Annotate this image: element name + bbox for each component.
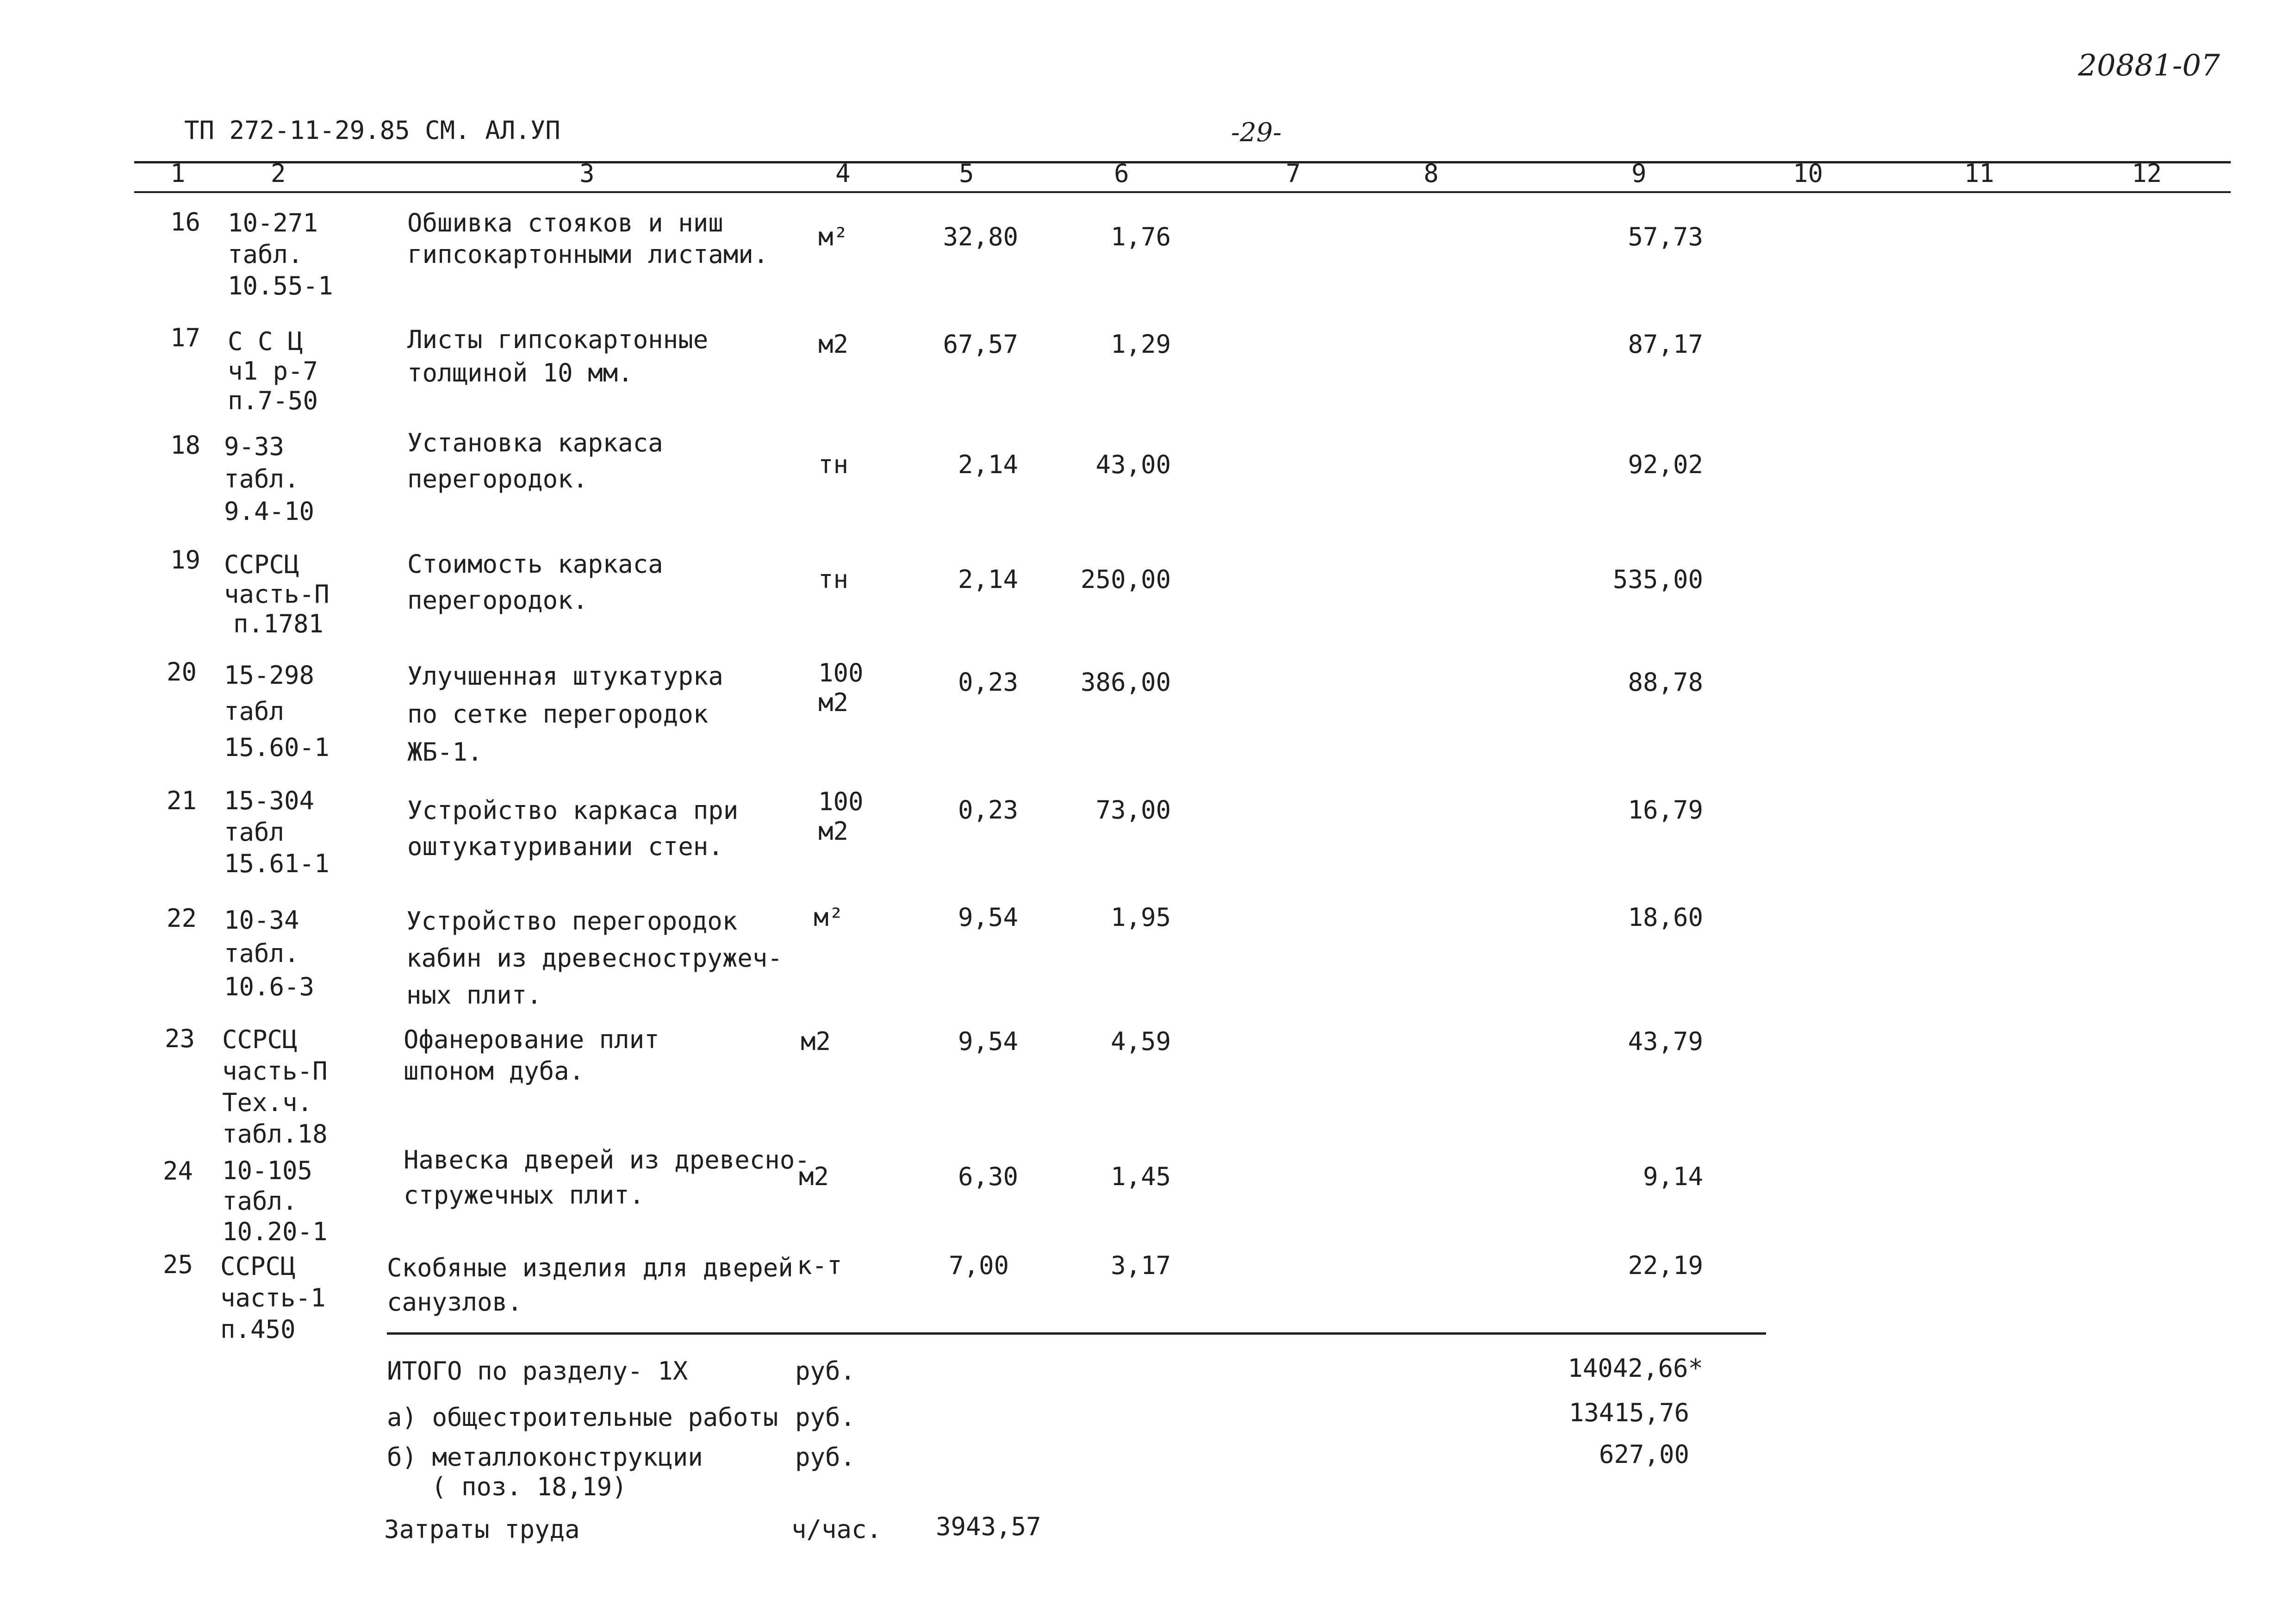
unit-price: 1,29: [1110, 330, 1171, 359]
work-description: Устройство каркаса при оштукатуривании стен.: [407, 796, 739, 861]
work-description: Офанерование плит шпоном дуба.: [404, 1025, 660, 1086]
total-cost: 18,60: [1628, 903, 1703, 932]
row-number: 24: [163, 1156, 193, 1186]
quantity: 32,80: [943, 222, 1018, 251]
row-number: 19: [170, 545, 201, 575]
row-number: 23: [165, 1024, 195, 1053]
general-works-value: 13415,76: [1568, 1398, 1689, 1427]
metal-structures-value: 627,00: [1599, 1440, 1689, 1469]
total-cost: 92,02: [1628, 450, 1703, 479]
labor-cost-unit: ч/час.: [791, 1515, 882, 1544]
page-number: -29-: [1231, 118, 1282, 148]
column-header: 7: [1286, 159, 1301, 188]
labor-cost-label: Затраты труда: [384, 1515, 580, 1544]
rate-code: 9-33 табл. 9.4-10: [224, 432, 315, 526]
unit: тн: [818, 565, 849, 594]
quantity: 2,14: [958, 450, 1018, 479]
total-cost: 9,14: [1643, 1162, 1703, 1191]
work-description: Листы гипсокартонные толщиной 10 мм.: [407, 325, 709, 387]
row-number: 21: [167, 786, 197, 815]
rate-code: 10-271 табл. 10.55-1: [228, 208, 333, 300]
unit-price: 1,45: [1110, 1162, 1171, 1191]
document-header: ТП 272-11-29.85 СМ. АЛ.УП: [184, 116, 560, 145]
quantity: 0,23: [958, 795, 1018, 824]
quantity: 9,54: [958, 903, 1018, 932]
work-description: Навеска дверей из древесно- стружечных плит.: [404, 1145, 810, 1210]
unit-price: 73,00: [1095, 795, 1171, 824]
rate-code: 15-298 табл 15.60-1: [224, 661, 330, 762]
rate-code: ССРСЦ часть-П Тех.ч. табл.18: [222, 1025, 328, 1149]
row-number: 20: [167, 657, 197, 687]
total-cost: 22,19: [1628, 1251, 1703, 1280]
general-works-label: а) общестроительные работы: [387, 1403, 778, 1432]
rate-code: 10-105 табл. 10.20-1: [222, 1156, 328, 1246]
quantity: 6,30: [958, 1162, 1018, 1191]
column-header: 8: [1424, 159, 1439, 188]
section-total-value: 14042,66*: [1568, 1354, 1703, 1383]
unit-price: 386,00: [1080, 668, 1171, 697]
section-total-label: ИТОГО по разделу- 1Х: [387, 1356, 688, 1386]
column-header: 9: [1631, 159, 1647, 188]
total-cost: 43,79: [1628, 1027, 1703, 1056]
row-number: 22: [167, 904, 197, 933]
work-description: Скобяные изделия для дверей санузлов.: [387, 1253, 793, 1317]
unit: к-т: [797, 1251, 842, 1280]
unit: м²: [818, 222, 849, 251]
column-header: 12: [2132, 159, 2162, 188]
summary-rule: [387, 1332, 1766, 1335]
row-number: 18: [170, 431, 201, 460]
rate-code: ССРСЦ часть-1 п.450: [220, 1252, 326, 1344]
column-header: 4: [835, 159, 851, 188]
metal-structures-note: ( поз. 18,19): [431, 1472, 627, 1501]
total-cost: 16,79: [1628, 795, 1703, 824]
rate-code: С С Ц ч1 р-7 п.7-50: [228, 327, 318, 415]
quantity: 9,54: [958, 1027, 1018, 1056]
unit: м2: [818, 330, 849, 359]
metal-structures-label: б) металлоконструкции: [387, 1443, 703, 1472]
quantity: 7,00: [948, 1251, 1009, 1280]
quantity: 67,57: [943, 330, 1018, 359]
total-cost: 88,78: [1628, 668, 1703, 697]
total-cost: 87,17: [1628, 330, 1703, 359]
unit: 100 м2: [818, 787, 864, 846]
total-cost: 535,00: [1612, 565, 1703, 594]
column-header: 11: [1964, 159, 1995, 188]
column-header: 3: [579, 159, 595, 188]
metal-structures-unit: руб.: [795, 1443, 856, 1472]
row-number: 17: [170, 323, 201, 352]
unit: 100 м2: [818, 658, 864, 717]
rate-code: 15-304 табл 15.61-1: [224, 786, 330, 878]
unit: м²: [814, 903, 844, 932]
unit-price: 3,17: [1110, 1251, 1171, 1280]
unit-price: 250,00: [1080, 565, 1171, 594]
row-number: 25: [163, 1250, 193, 1279]
work-description: Устройство перегородок кабин из древесностружеч- ных плит.: [406, 906, 783, 1010]
column-header: 1: [170, 159, 186, 188]
general-works-unit: руб.: [795, 1403, 856, 1432]
sheet-number: 20881-07: [2078, 49, 2220, 83]
unit: м2: [799, 1162, 829, 1191]
total-cost: 57,73: [1628, 222, 1703, 251]
rate-code: ССРСЦ часть-П п.1781: [224, 550, 330, 638]
section-total-unit: руб.: [795, 1356, 856, 1386]
unit-price: 43,00: [1095, 450, 1171, 479]
work-description: Установка каркаса перегородок.: [407, 428, 663, 493]
row-number: 16: [170, 207, 201, 237]
column-header: 6: [1114, 159, 1129, 188]
labor-cost-value: 3943,57: [936, 1512, 1041, 1541]
quantity: 0,23: [958, 668, 1018, 697]
rate-code: 10-34 табл. 10.6-3: [224, 906, 315, 1001]
header-top-rule: [134, 161, 2231, 163]
work-description: Стоимость каркаса перегородок.: [407, 550, 663, 615]
unit: м2: [801, 1027, 831, 1056]
column-header: 5: [959, 159, 974, 188]
unit-price: 1,95: [1110, 903, 1171, 932]
column-header: 2: [271, 159, 286, 188]
header-bottom-rule: [134, 191, 2231, 193]
unit-price: 4,59: [1110, 1027, 1171, 1056]
work-description: Улучшенная штукатурка по сетке перегородок ЖБ-1.: [407, 662, 723, 767]
work-description: Обшивка стояков и ниш гипсокартонными листами.: [407, 208, 769, 269]
unit-price: 1,76: [1110, 222, 1171, 251]
unit: тн: [818, 450, 849, 479]
column-header: 10: [1793, 159, 1823, 188]
quantity: 2,14: [958, 565, 1018, 594]
